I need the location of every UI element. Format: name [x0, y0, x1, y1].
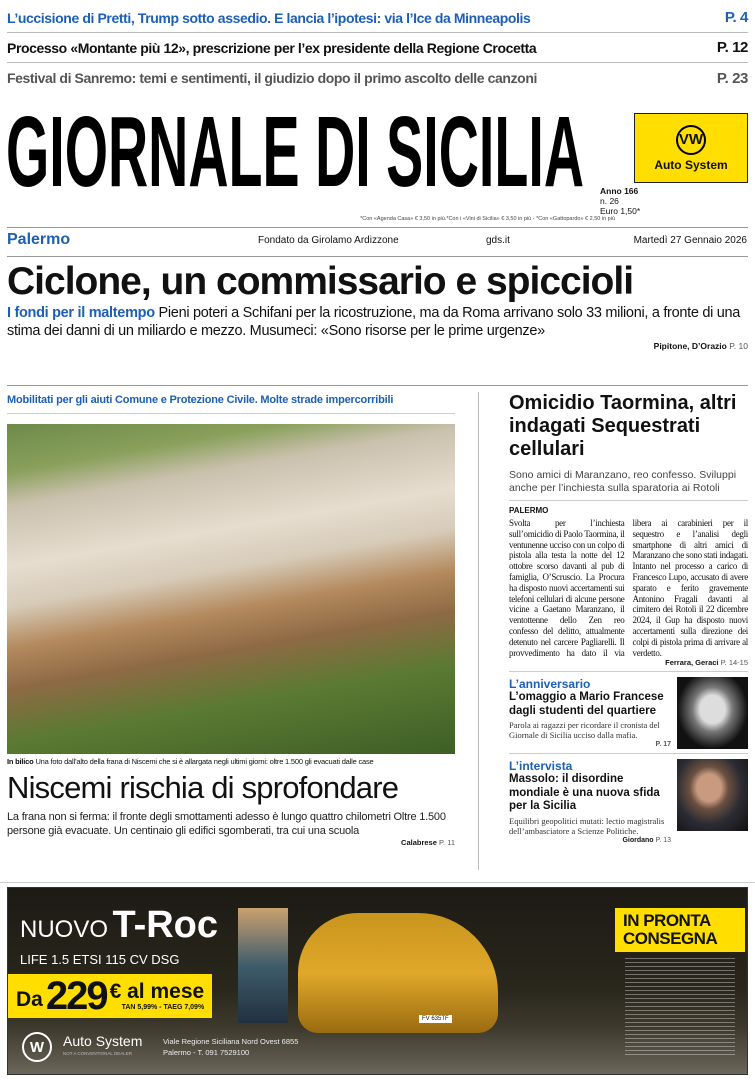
right-column [509, 392, 748, 845]
numero: n. 26 [600, 196, 619, 206]
ad-phone: Palermo - T. 091 7529100 [163, 1048, 250, 1057]
edition-info [600, 186, 640, 216]
ad-model [20, 904, 218, 954]
masthead-title: GIORNALE DI SICILIA [6, 100, 584, 195]
ad-brand: Auto System [63, 1033, 143, 1049]
taormina-body: Svolta per l’inchiesta sull’omicidio di Paolo Taormina, il ventunenne ucciso con un colpo di pistola alla testa la notte del 12 ottobre scorso davanti al pub di famiglia, O’Scruscio. La Procura ha disposto nuovi accertamenti sui telefoni cellulari di alcune persone vicine a Gaetano Maranzano, il ventottenne dello Zen reo confesso del delitto, attualmente detenuto nel carcere Pagliarelli. Il provvedimento ha dato il via libera ai carabinieri per il sequestro e l’analisi degli smartphone di altri amici di Maranzano che sono stati indagati. Intanto nel processo a carico di Francesco Lupo, accusato di avere sparato e ferito gravemente Antonino Fragali davanti al cimitero dei Rotoli il 22 dicembre 2024, il Gup ha disposto nuovi accertamenti sulla direzione dei colpi di pistola prima di arrivare al verdetto. [509, 518, 748, 658]
page-ref: P. 11 [439, 838, 455, 847]
caption-text: Una foto dall’alto della frana di Niscemi che si è allargata negli ultimi giorni: oltre 1.500 gli evacuati dalle case [35, 757, 374, 766]
anniversario-kicker: L’anniversario [509, 677, 591, 692]
car-image [298, 913, 498, 1033]
anno: Anno 166 [600, 186, 639, 196]
website-link[interactable]: gds.it [486, 235, 510, 246]
page-ref: P. 13 [655, 836, 671, 844]
niscemi-landslide-photo[interactable] [7, 424, 455, 754]
teaser-sanremo[interactable] [7, 63, 748, 93]
byline: Giordano [622, 836, 654, 844]
lead-block [7, 260, 748, 352]
intervista-block [509, 759, 748, 845]
ad-per-month: € al mese [109, 980, 205, 1003]
teaser-page: P. 12 [716, 39, 748, 56]
byline: Pipitone, D’Orazio [653, 341, 727, 351]
page-ref: P. 10 [729, 341, 748, 351]
taormina-dateline: PALERMO [509, 506, 549, 515]
ad-dealer [63, 1033, 142, 1058]
teaser-text: L’uccisione di Pretti, Trump sotto assedio. E lancia l’ipotesi: via l’Ice da Minneapolis [7, 9, 531, 26]
mario-francese-photo[interactable] [677, 677, 748, 749]
niscemi-headline[interactable]: Niscemi rischia di sprofondare [7, 770, 399, 805]
ad-fine-print [625, 958, 735, 1058]
taormina-ref [509, 658, 748, 668]
masthead-ad[interactable] [634, 113, 748, 183]
massolo-photo[interactable] [677, 759, 748, 831]
ad-nuovo: NUOVO [20, 916, 109, 943]
vw-logo-icon: VW [676, 125, 706, 155]
anniversario-headline[interactable]: L’omaggio a Mario Francese dagli studenti del quartiere [509, 691, 664, 717]
intervista-headline[interactable]: Massolo: il disordine mondiale è una nuova sfida per la Sicilia [509, 773, 660, 813]
byline: Calabrese [401, 838, 437, 847]
ad-contact [163, 1036, 298, 1058]
intervista-ref [509, 836, 671, 845]
price-note: *Con «Agenda Casa» € 3,50 in più.*Con i «Vini di Sicilia» € 3,50 in più - *Con «Gattopardo» € 2,50 in più [360, 216, 615, 222]
ad-model-name: T-Roc [112, 904, 219, 946]
ad-address: Viale Regione Siciliana Nord Ovest 6855 [163, 1037, 299, 1046]
issue-date: Martedì 27 Gennaio 2026 [633, 235, 747, 246]
vw-troc-advert[interactable] [7, 887, 748, 1075]
taormina-headline[interactable]: Omicidio Taormina, altri indagati Sequestrati cellulari [509, 392, 737, 460]
teaser-pretti[interactable] [7, 3, 748, 33]
teaser-text: Festival di Sanremo: temi e sentimenti, il giudizio dopo il primo ascolto delle canzoni [7, 70, 537, 86]
guitarist-image [238, 908, 288, 1023]
masthead-logo [4, 100, 594, 195]
lead-summary [7, 304, 748, 340]
teaser-text: Processo «Montante più 12», prescrizione per l’ex presidente della Regione Crocetta [7, 39, 537, 56]
ad-tagline: NOT A CONVENTIONAL DEALER [63, 1051, 133, 1056]
anniversario-summary: Parola ai ragazzi per ricordare il cronista del Giornale di Sicilia ucciso dalla mafia. [509, 720, 660, 741]
niscemi-ref [7, 838, 455, 848]
ad-plate: FV 635TF [419, 1015, 452, 1023]
teaser-montante[interactable] [7, 33, 748, 63]
ad-price-band [8, 974, 212, 1018]
intervista-summary: Equilibri geopolitici mutati: lectio magistralis dell’ambasciatore a Scienze Politiche. [509, 815, 665, 836]
column-divider [478, 392, 479, 870]
niscemi-kicker: Mobilitati per gli aiuti Comune e Protezione Civile. Molte strade impercorribili [7, 394, 394, 406]
caption-label: In bilico [7, 757, 34, 766]
lead-text: Pieni poteri a Schifani per la ricostruzione, ma da Roma arrivano solo 33 milioni, a fronte di una stima dei danni di un miliardo e mezzo. Musumeci: «Sono risorse per le prime urgenze» [7, 305, 741, 339]
teaser-page: P. 4 [724, 9, 748, 26]
lead-ref [7, 341, 748, 352]
photo-caption [7, 757, 455, 767]
anniversario-block [509, 677, 748, 749]
page-ref: P. 14-15 [720, 658, 748, 668]
founder: Fondato da Girolamo Ardizzone [258, 235, 399, 246]
ad-brand: Auto System [654, 157, 728, 172]
teaser-page: P. 23 [716, 69, 748, 87]
ad-price: 229 [45, 974, 107, 1018]
vw-logo-icon: W [22, 1032, 52, 1062]
niscemi-block [7, 393, 455, 848]
prezzo: Euro 1,50* [600, 206, 641, 216]
byline: Ferrara, Geraci [665, 658, 719, 668]
lead-kicker: I fondi per il maltempo [7, 305, 155, 321]
ad-rates: TAN 5,99% - TAEG 7,09% [121, 1004, 205, 1011]
lead-headline[interactable]: Ciclone, un commissario e spiccioli [7, 260, 634, 303]
ad-badge: IN PRONTA CONSEGNA [615, 908, 745, 952]
ad-trim: LIFE 1.5 ETSI 115 CV DSG [20, 952, 180, 967]
dateline-city: Palermo [7, 231, 71, 248]
ad-da: Da [16, 988, 43, 1011]
niscemi-summary: La frana non si ferma: il fronte degli smottamenti adesso è lungo quattro chilometri Oltre 1.500 persone già evacuate. Un centinaio gli edifici sgomberati, tra cui una scuola [7, 811, 446, 837]
taormina-deck: Sono amici di Maranzano, reo confesso. Sviluppi anche per l’inchiesta sulla sparatoria ai Rotoli [509, 469, 737, 494]
page-ref: P. 17 [655, 741, 671, 749]
intervista-kicker: L’intervista [509, 759, 573, 774]
